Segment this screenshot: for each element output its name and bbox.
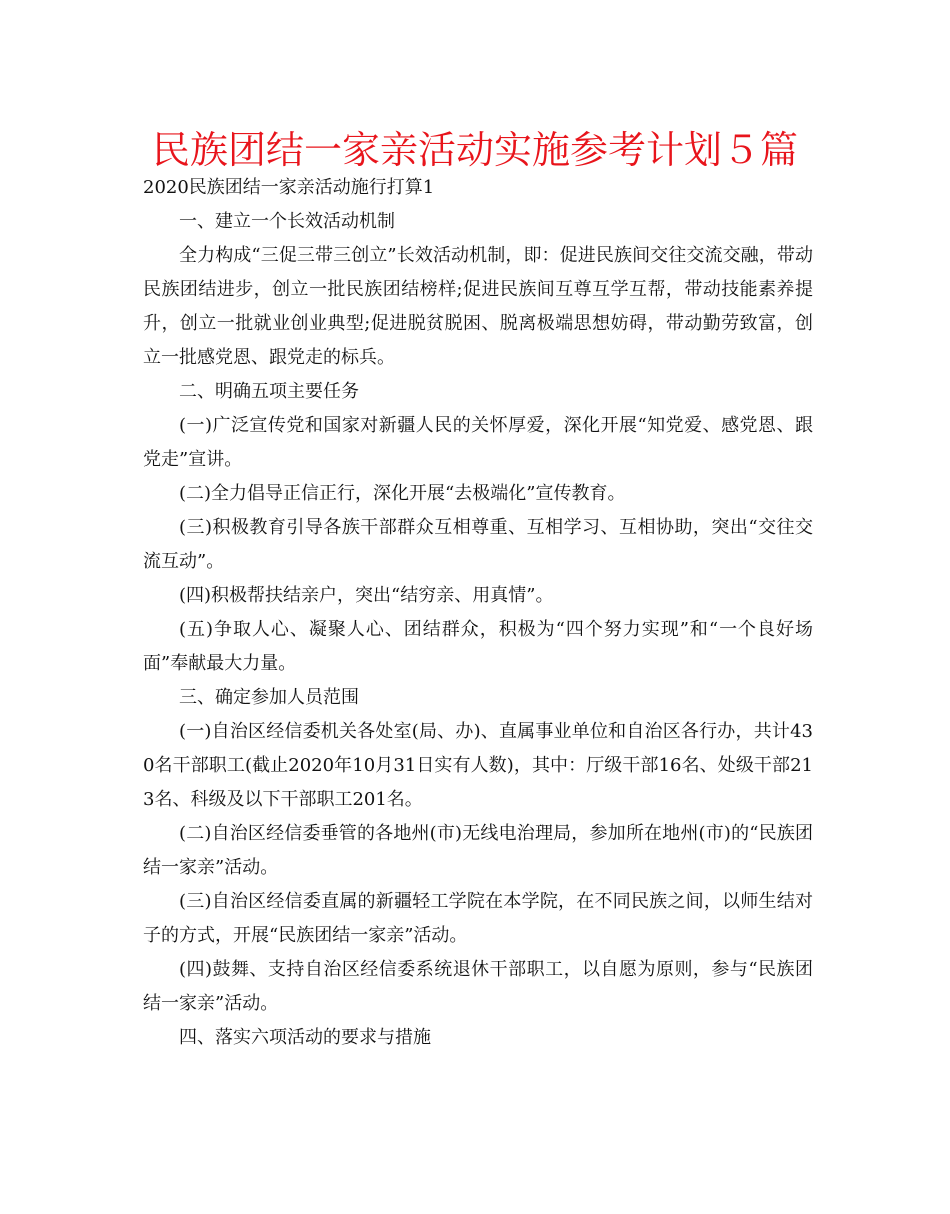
section-heading: 三、确定参加人员范围 <box>179 687 359 708</box>
paragraph: (一)广泛宣传党和国家对新疆人民的关怀厚爱，深化开展“知党爱、感党恩、跟党走”宣讲。 <box>143 415 813 470</box>
paragraph: 全力构成“三促三带三创立”长效活动机制，即：促进民族间交往交流交融，带动民族团结进步，创立一批民族团结榜样;促进民族间互尊互学互帮，带动技能素养提升，创立一批就业创业典型;促进脱贫脱困、脱离极端思想妨碍，带动勤劳致富，创立一批感党恩、跟党走的标兵。 <box>143 245 813 368</box>
paragraph: (二)全力倡导正信正行，深化开展“去极端化”宣传教育。 <box>179 483 626 504</box>
section-heading: 一、建立一个长效活动机制 <box>179 211 395 232</box>
paragraph: (五)争取人心、凝聚人心、团结群众，积极为“四个努力实现”和“一个良好场面”奉献最大力量。 <box>143 619 813 674</box>
section-heading: 四、落实六项活动的要求与措施 <box>179 1027 431 1048</box>
paragraph: (四)积极帮扶结亲户，突出“结穷亲、用真情”。 <box>179 585 554 606</box>
section-heading: 二、明确五项主要任务 <box>179 381 359 402</box>
document-body <box>143 171 813 1055</box>
document-title: 民族团结一家亲活动实施参考计划５篇 <box>151 128 798 172</box>
paragraph: (一)自治区经信委机关各处室(局、办)、直属事业单位和自治区各行办，共计430名干部职工(截止2020年10月31日实有人数)，其中：厅级干部16名、处级干部213名、科级及以下干部职工201名。 <box>143 721 813 810</box>
paragraph: (四)鼓舞、支持自治区经信委系统退休干部职工，以自愿为原则，参与“民族团结一家亲”活动。 <box>143 959 813 1014</box>
paragraph: (三)积极教育引导各族干部群众互相尊重、互相学习、互相协助，突出“交往交流互动”。 <box>143 517 813 572</box>
paragraph: (三)自治区经信委直属的新疆轻工学院在本学院，在不同民族之间，以师生结对子的方式，开展“民族团结一家亲”活动。 <box>143 891 813 946</box>
paragraph: (二)自治区经信委垂管的各地州(市)无线电治理局，参加所在地州(市)的“民族团结一家亲”活动。 <box>143 823 813 878</box>
paragraph: 2020民族团结一家亲活动施行打算1 <box>143 177 435 198</box>
